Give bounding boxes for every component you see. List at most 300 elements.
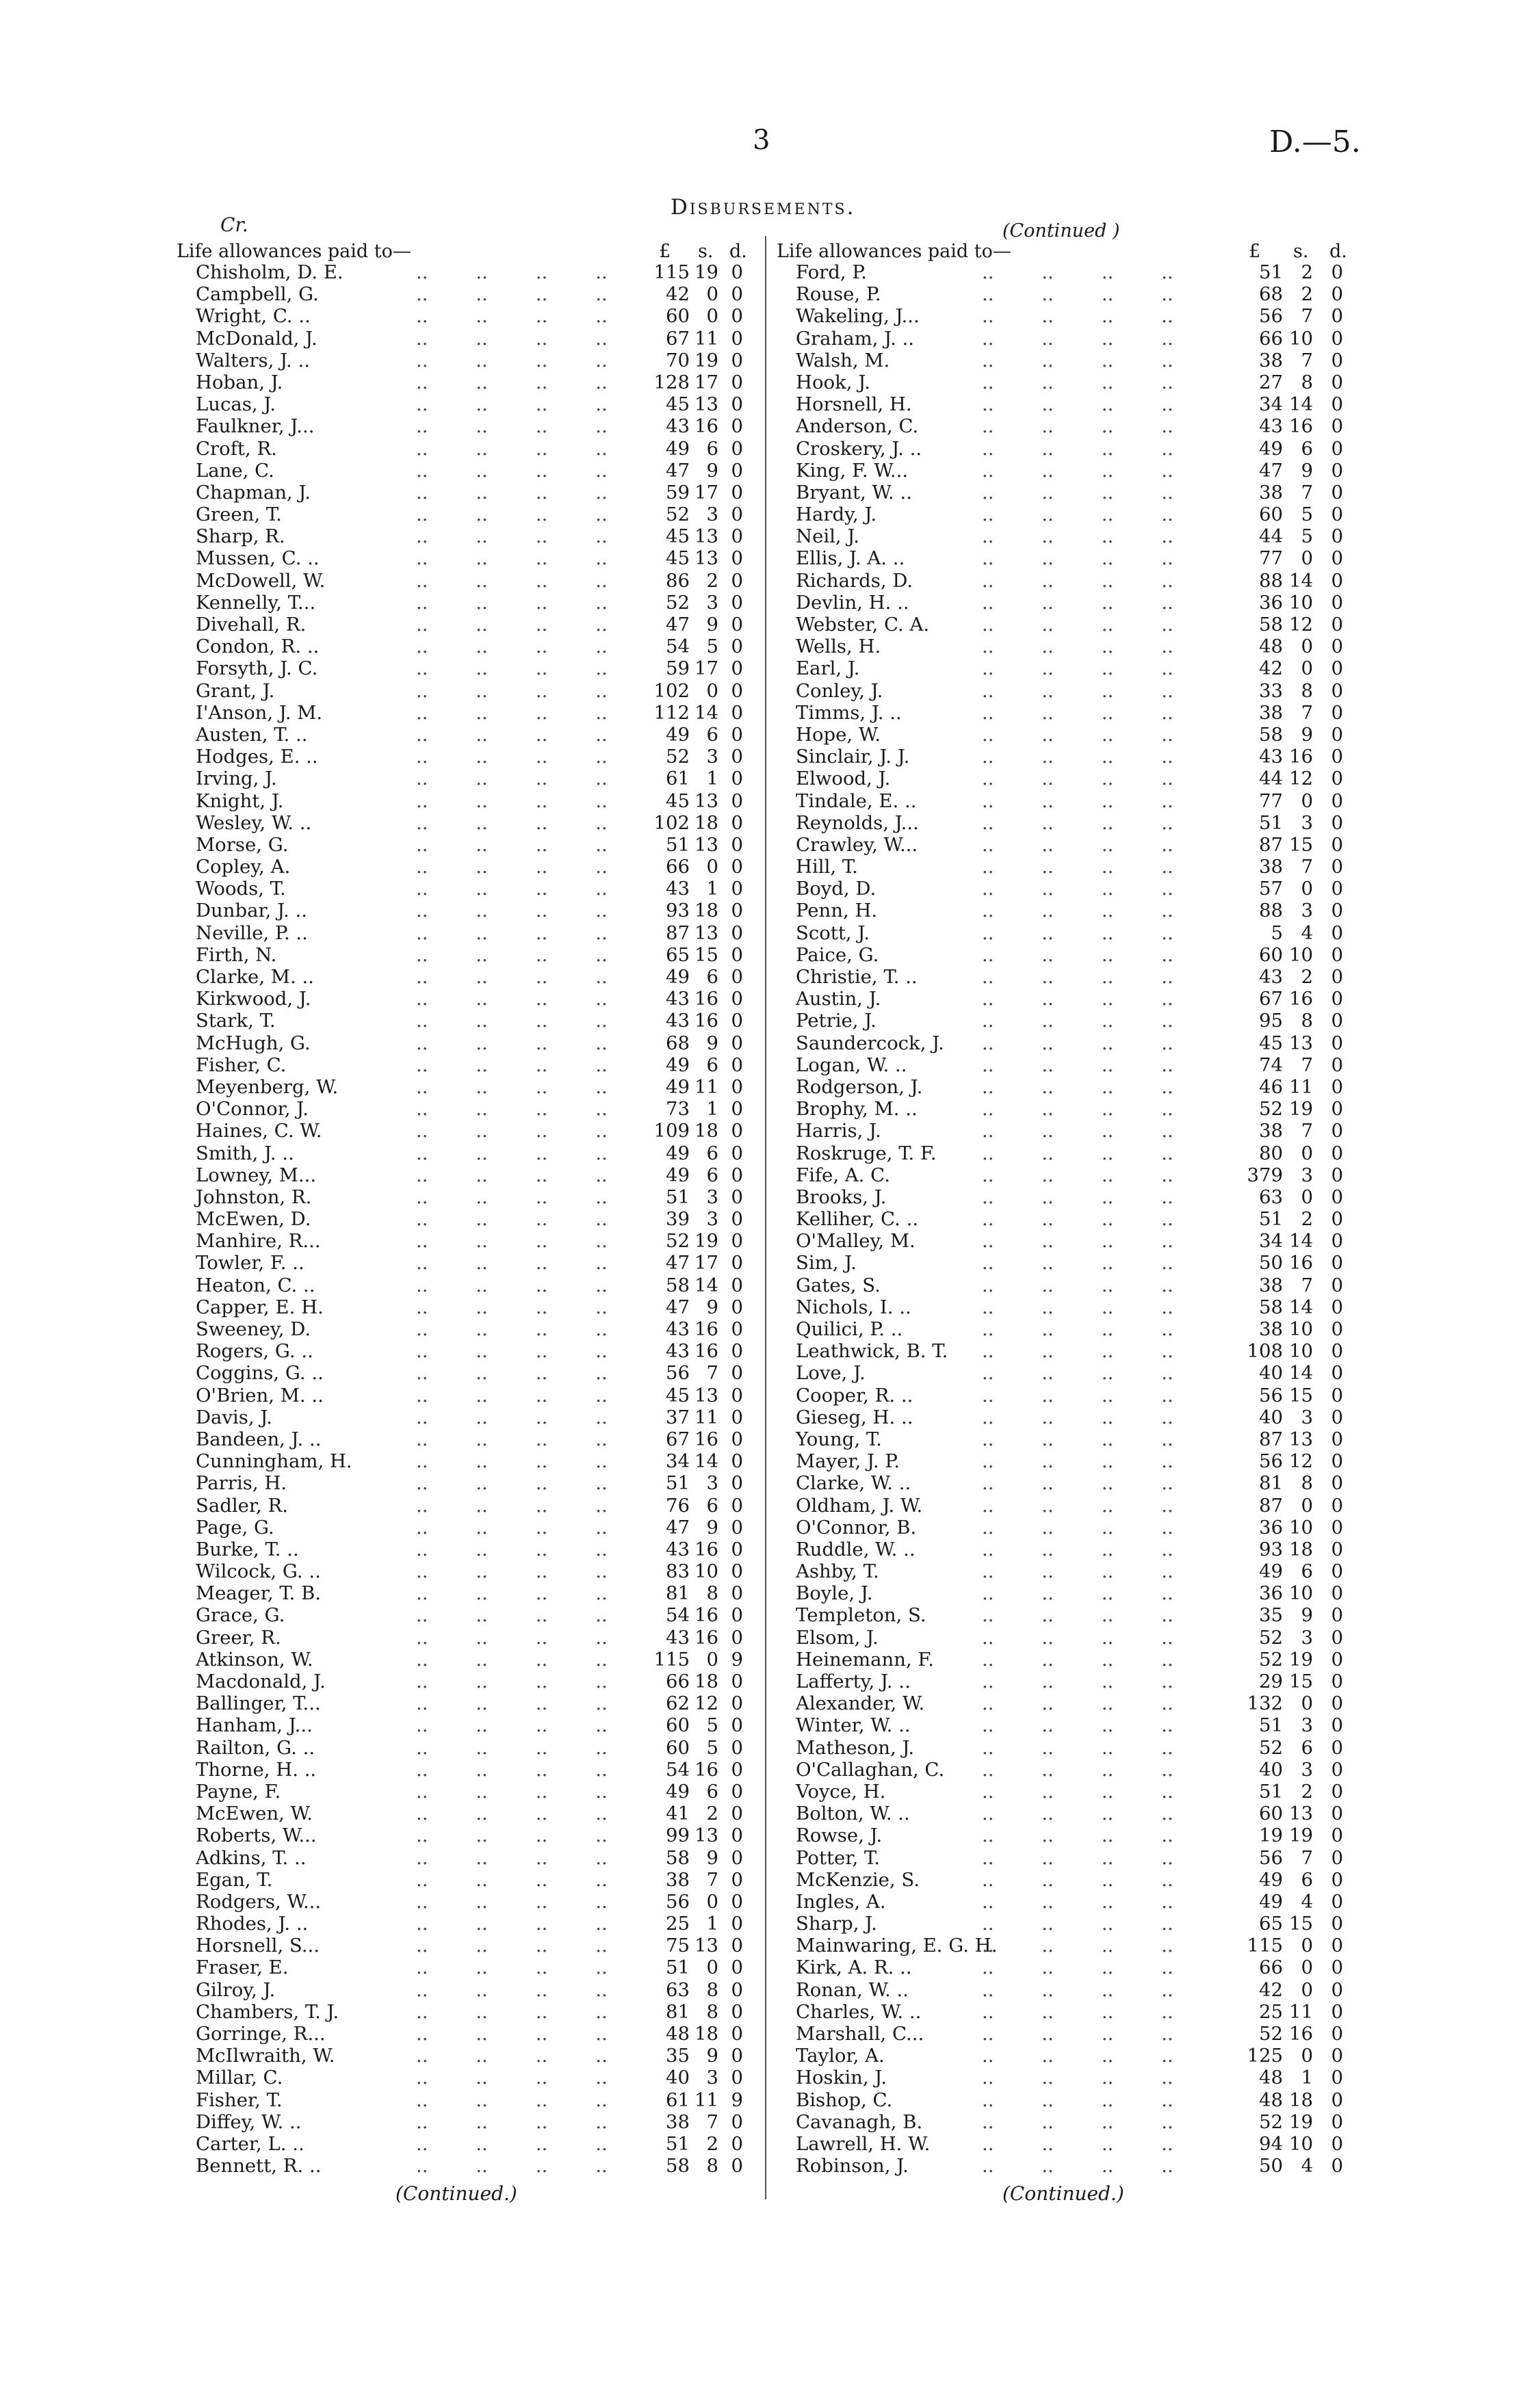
table-row bbox=[777, 2001, 1365, 2023]
amount-pence: 0 bbox=[731, 2000, 743, 2023]
table-row bbox=[777, 768, 1365, 789]
leader-dots: .. .. .. .. bbox=[416, 1538, 608, 1560]
leader-dots: .. .. .. .. bbox=[982, 746, 1173, 768]
payee-name: Campbell, G. bbox=[196, 283, 319, 306]
amount-pence: 0 bbox=[1331, 657, 1343, 680]
leader-dots: .. .. .. .. bbox=[982, 305, 1173, 328]
table-row bbox=[777, 1032, 1365, 1054]
amount-shillings: 0 bbox=[1301, 789, 1313, 812]
leader-dots: .. .. .. .. bbox=[416, 1274, 608, 1296]
payee-name: Fisher, C. bbox=[196, 1054, 287, 1076]
payee-name: Ingles, A. bbox=[796, 1890, 886, 1913]
table-row bbox=[177, 328, 758, 350]
payee-name: Timms, J. .. bbox=[796, 701, 902, 724]
leader-dots: .. .. .. .. bbox=[416, 591, 608, 614]
amount-shillings: 13 bbox=[1289, 1032, 1313, 1054]
amount-pounds: 25 bbox=[1259, 2000, 1283, 2023]
payee-name: Austen, T. .. bbox=[196, 723, 308, 746]
amount-shillings: 0 bbox=[1301, 1186, 1313, 1208]
leader-dots: .. .. .. .. bbox=[982, 1626, 1173, 1649]
amount-pence: 0 bbox=[731, 768, 743, 790]
amount-pounds: 83 bbox=[666, 1560, 690, 1583]
leader-dots: .. .. .. .. bbox=[416, 1582, 608, 1605]
amount-pence: 0 bbox=[1331, 1384, 1343, 1406]
amount-pounds: 66 bbox=[666, 1671, 690, 1692]
payee-name: Horsnell, S... bbox=[196, 1935, 320, 1957]
amount-shillings: 3 bbox=[706, 746, 718, 768]
amount-shillings: 16 bbox=[694, 1604, 718, 1627]
amount-pounds: 40 bbox=[666, 2067, 690, 2089]
amount-pounds: 38 bbox=[666, 2110, 690, 2133]
leader-dots: .. .. .. .. bbox=[982, 1803, 1173, 1825]
leader-dots: .. .. .. .. bbox=[416, 1252, 608, 1274]
table-row bbox=[177, 1186, 758, 1208]
amount-shillings: 10 bbox=[1289, 1516, 1313, 1539]
amount-pounds: 47 bbox=[666, 459, 690, 482]
payee-name: Crawley, W... bbox=[796, 833, 918, 856]
amount-pence: 0 bbox=[731, 1868, 743, 1891]
payee-name: Burke, T. .. bbox=[196, 1538, 299, 1560]
payee-name: Elwood, J. bbox=[796, 768, 891, 790]
amount-pence: 0 bbox=[1331, 2000, 1343, 2023]
left-column bbox=[177, 239, 758, 2177]
payee-name: Grace, G. bbox=[196, 1604, 285, 1627]
amount-pence: 0 bbox=[1331, 459, 1343, 482]
amount-shillings: 17 bbox=[694, 481, 718, 503]
amount-pence: 0 bbox=[1331, 2045, 1343, 2067]
leader-dots: .. .. .. .. bbox=[982, 1671, 1173, 1692]
table-row bbox=[177, 1604, 758, 1626]
amount-pounds: 56 bbox=[666, 1362, 690, 1385]
leader-dots: .. .. .. .. bbox=[416, 1913, 608, 1935]
amount-pounds: 45 bbox=[666, 1384, 690, 1406]
amount-pence: 0 bbox=[731, 966, 743, 988]
table-row bbox=[777, 371, 1365, 393]
amount-pounds: 49 bbox=[666, 1142, 690, 1164]
leader-dots: .. .. .. .. bbox=[416, 1406, 608, 1428]
amount-shillings: 16 bbox=[694, 415, 718, 438]
amount-pence: 0 bbox=[1331, 723, 1343, 746]
amount-pence: 9 bbox=[731, 1648, 743, 1671]
amount-shillings: 13 bbox=[694, 1824, 718, 1847]
amount-pence: 0 bbox=[731, 1274, 743, 1296]
payee-name: Faulkner, J... bbox=[196, 415, 315, 438]
amount-pounds: 40 bbox=[1259, 1758, 1283, 1781]
amount-pounds: 109 bbox=[653, 1120, 690, 1142]
amount-shillings: 3 bbox=[1301, 1714, 1313, 1737]
table-row bbox=[177, 1340, 758, 1362]
amount-shillings: 17 bbox=[694, 371, 718, 393]
amount-pence: 0 bbox=[1331, 261, 1343, 283]
amount-pounds: 42 bbox=[1259, 657, 1283, 680]
leader-dots: .. .. .. .. bbox=[982, 856, 1173, 878]
amount-pence: 0 bbox=[731, 569, 743, 592]
amount-pence: 0 bbox=[1331, 283, 1343, 306]
leader-dots: .. .. .. .. bbox=[982, 1978, 1173, 2001]
table-row bbox=[777, 1582, 1365, 1604]
amount-pounds: 60 bbox=[666, 1736, 690, 1759]
leader-dots: .. .. .. .. bbox=[982, 878, 1173, 900]
left-unit-shillings: s. bbox=[698, 241, 714, 262]
leader-dots: .. .. .. .. bbox=[416, 679, 608, 702]
leader-dots: .. .. .. .. bbox=[416, 459, 608, 482]
leader-dots: .. .. .. .. bbox=[982, 1340, 1173, 1363]
payee-name: Rouse, P. bbox=[796, 283, 881, 306]
amount-pence: 0 bbox=[1331, 614, 1343, 636]
payee-name: Sim, J. bbox=[796, 1252, 857, 1274]
leader-dots: .. .. .. .. bbox=[982, 1582, 1173, 1605]
amount-pounds: 49 bbox=[1259, 437, 1283, 460]
amount-pence: 0 bbox=[1331, 393, 1343, 416]
amount-pounds: 34 bbox=[1259, 1230, 1283, 1253]
table-row bbox=[177, 1274, 758, 1296]
amount-shillings: 3 bbox=[706, 2067, 718, 2089]
amount-shillings: 3 bbox=[1301, 900, 1313, 922]
left-unit-pounds: £ bbox=[659, 241, 671, 262]
leader-dots: .. .. .. .. bbox=[416, 1450, 608, 1473]
amount-pence: 0 bbox=[731, 1538, 743, 1560]
payee-name: Greer, R. bbox=[196, 1626, 281, 1649]
payee-name: Roberts, W... bbox=[196, 1824, 317, 1847]
leader-dots: .. .. .. .. bbox=[416, 437, 608, 460]
leader-dots: .. .. .. .. bbox=[416, 1560, 608, 1583]
table-row bbox=[177, 878, 758, 900]
amount-shillings: 9 bbox=[706, 2045, 718, 2067]
leader-dots: .. .. .. .. bbox=[982, 943, 1173, 966]
table-row bbox=[177, 1803, 758, 1824]
amount-pence: 0 bbox=[731, 503, 743, 526]
amount-shillings: 12 bbox=[1289, 614, 1313, 636]
amount-pounds: 132 bbox=[1247, 1692, 1283, 1715]
amount-pounds: 46 bbox=[1259, 1075, 1283, 1098]
payee-name: Fisher, T. bbox=[196, 2089, 283, 2111]
table-row bbox=[177, 2155, 758, 2177]
amount-pence: 0 bbox=[1331, 349, 1343, 371]
column-divider bbox=[765, 236, 766, 2199]
amount-pence: 0 bbox=[731, 1626, 743, 1649]
payee-name: O'Connor, J. bbox=[196, 1098, 309, 1121]
amount-pounds: 43 bbox=[666, 415, 690, 438]
payee-name: Bandeen, J. .. bbox=[196, 1428, 322, 1450]
amount-shillings: 17 bbox=[694, 1252, 718, 1274]
amount-pounds: 45 bbox=[666, 789, 690, 812]
payee-name: Lucas, J. bbox=[196, 393, 276, 416]
payee-name: Harris, J. bbox=[796, 1120, 881, 1142]
amount-shillings: 11 bbox=[694, 2089, 718, 2111]
amount-shillings: 13 bbox=[694, 833, 718, 856]
amount-pence: 0 bbox=[1331, 503, 1343, 526]
amount-pounds: 87 bbox=[1259, 833, 1283, 856]
amount-pence: 0 bbox=[1331, 1780, 1343, 1803]
amount-shillings: 13 bbox=[694, 789, 718, 812]
amount-pence: 0 bbox=[731, 1340, 743, 1363]
payee-name: Woods, T. bbox=[196, 878, 286, 900]
payee-name: Matheson, J. bbox=[796, 1736, 915, 1759]
amount-pounds: 29 bbox=[1259, 1671, 1283, 1692]
payee-name: Walsh, M. bbox=[796, 349, 890, 371]
amount-pounds: 45 bbox=[666, 547, 690, 570]
amount-pounds: 58 bbox=[1259, 614, 1283, 636]
leader-dots: .. .. .. .. bbox=[982, 701, 1173, 724]
payee-name: Millar, C. bbox=[196, 2067, 283, 2089]
amount-pounds: 66 bbox=[1259, 1956, 1283, 1979]
leader-dots: .. .. .. .. bbox=[416, 900, 608, 922]
amount-pence: 0 bbox=[731, 591, 743, 614]
table-row bbox=[177, 1296, 758, 1318]
payee-name: Saundercock, J. bbox=[796, 1032, 944, 1054]
table-row bbox=[177, 1495, 758, 1517]
amount-pounds: 95 bbox=[1259, 1010, 1283, 1032]
table-row bbox=[777, 1406, 1365, 1428]
leader-dots: .. .. .. .. bbox=[982, 415, 1173, 438]
table-row bbox=[177, 702, 758, 724]
amount-pence: 0 bbox=[731, 481, 743, 503]
amount-pounds: 38 bbox=[1259, 1318, 1283, 1340]
continued-heading: (Continued ) bbox=[1002, 220, 1120, 241]
table-row bbox=[777, 878, 1365, 900]
table-row bbox=[777, 702, 1365, 724]
leader-dots: .. .. .. .. bbox=[982, 1186, 1173, 1208]
right-unit-pence: d. bbox=[1329, 241, 1347, 262]
amount-pence: 0 bbox=[1331, 1340, 1343, 1363]
leader-dots: .. .. .. .. bbox=[982, 679, 1173, 702]
table-row bbox=[777, 680, 1365, 702]
amount-shillings: 5 bbox=[1301, 525, 1313, 548]
amount-pounds: 51 bbox=[666, 833, 690, 856]
table-row bbox=[177, 1164, 758, 1186]
leader-dots: .. .. .. .. bbox=[982, 789, 1173, 812]
amount-pounds: 36 bbox=[1259, 1516, 1283, 1539]
amount-pounds: 61 bbox=[666, 768, 690, 790]
amount-shillings: 3 bbox=[1301, 1626, 1313, 1649]
amount-pounds: 56 bbox=[1259, 1384, 1283, 1406]
amount-shillings: 0 bbox=[1301, 1935, 1313, 1957]
table-row bbox=[777, 966, 1365, 988]
amount-pence: 0 bbox=[731, 657, 743, 680]
table-row bbox=[777, 1318, 1365, 1340]
amount-pence: 0 bbox=[1331, 1935, 1343, 1957]
amount-shillings: 14 bbox=[1289, 393, 1313, 416]
leader-dots: .. .. .. .. bbox=[982, 525, 1173, 548]
amount-pounds: 87 bbox=[1259, 1494, 1283, 1517]
amount-pounds: 52 bbox=[1259, 1626, 1283, 1649]
payee-name: Kennelly, T... bbox=[196, 591, 316, 614]
amount-shillings: 11 bbox=[694, 1075, 718, 1098]
leader-dots: .. .. .. .. bbox=[416, 811, 608, 834]
payee-name: Christie, T. .. bbox=[796, 966, 918, 988]
table-row bbox=[177, 1737, 758, 1759]
amount-shillings: 0 bbox=[1301, 547, 1313, 570]
payee-name: Smith, J. .. bbox=[196, 1142, 294, 1164]
table-row bbox=[177, 1869, 758, 1891]
table-row bbox=[777, 1913, 1365, 1935]
amount-pounds: 49 bbox=[1259, 1560, 1283, 1583]
table-row bbox=[777, 614, 1365, 636]
table-row bbox=[177, 1649, 758, 1671]
amount-pounds: 33 bbox=[1259, 679, 1283, 702]
payee-name: Kirk, A. R. .. bbox=[796, 1956, 912, 1979]
payee-name: Lawrell, H. W. bbox=[796, 2132, 931, 2155]
table-row bbox=[777, 1891, 1365, 1913]
payee-name: Rowse, J. bbox=[796, 1824, 883, 1847]
payee-name: Robinson, J. bbox=[796, 2155, 909, 2177]
table-row bbox=[777, 482, 1365, 503]
amount-shillings: 12 bbox=[1289, 768, 1313, 790]
leader-dots: .. .. .. .. bbox=[982, 371, 1173, 393]
leader-dots: .. .. .. .. bbox=[416, 569, 608, 592]
amount-shillings: 0 bbox=[706, 679, 718, 702]
amount-pence: 0 bbox=[1331, 1164, 1343, 1186]
table-row bbox=[177, 2089, 758, 2111]
amount-shillings: 6 bbox=[706, 966, 718, 988]
amount-pence: 0 bbox=[731, 1671, 743, 1692]
payee-name: Kelliher, C. .. bbox=[796, 1208, 919, 1231]
leader-dots: .. .. .. .. bbox=[416, 2132, 608, 2155]
leader-dots: .. .. .. .. bbox=[982, 1142, 1173, 1164]
amount-pence: 0 bbox=[1331, 878, 1343, 900]
leader-dots: .. .. .. .. bbox=[416, 833, 608, 856]
leader-dots: .. .. .. .. bbox=[982, 966, 1173, 988]
amount-shillings: 0 bbox=[1301, 1494, 1313, 1517]
leader-dots: .. .. .. .. bbox=[982, 547, 1173, 570]
amount-pounds: 44 bbox=[1259, 768, 1283, 790]
payee-name: Irving, J. bbox=[196, 768, 277, 790]
amount-pence: 0 bbox=[1331, 1054, 1343, 1076]
table-row bbox=[177, 614, 758, 636]
amount-pence: 0 bbox=[731, 2155, 743, 2177]
amount-shillings: 17 bbox=[694, 657, 718, 680]
amount-shillings: 2 bbox=[1301, 261, 1313, 283]
amount-pence: 0 bbox=[731, 1318, 743, 1340]
payee-name: Graham, J. .. bbox=[796, 327, 915, 350]
table-row bbox=[777, 2133, 1365, 2155]
payee-name: Wright, C. .. bbox=[196, 305, 311, 328]
leader-dots: .. .. .. .. bbox=[416, 2023, 608, 2045]
amount-shillings: 12 bbox=[1289, 1450, 1313, 1473]
amount-pounds: 87 bbox=[1259, 1428, 1283, 1450]
payee-name: Condon, R. .. bbox=[196, 636, 320, 658]
payee-name: Cavanagh, B. bbox=[796, 2110, 923, 2133]
amount-pence: 0 bbox=[1331, 591, 1343, 614]
table-row bbox=[777, 1560, 1365, 1582]
payee-name: Rhodes, J. .. bbox=[196, 1913, 309, 1935]
amount-pence: 0 bbox=[731, 789, 743, 812]
page-reference: D.—5. bbox=[1269, 125, 1361, 159]
amount-pence: 0 bbox=[1331, 811, 1343, 834]
amount-pounds: 56 bbox=[1259, 305, 1283, 328]
table-row bbox=[177, 988, 758, 1010]
amount-pounds: 51 bbox=[1259, 1208, 1283, 1231]
table-row bbox=[177, 922, 758, 944]
amount-pence: 0 bbox=[1331, 1736, 1343, 1759]
amount-pounds: 52 bbox=[666, 591, 690, 614]
payee-name: Green, T. bbox=[196, 503, 282, 526]
leader-dots: .. .. .. .. bbox=[982, 1252, 1173, 1274]
table-row bbox=[777, 2067, 1365, 2089]
amount-pence: 0 bbox=[1331, 701, 1343, 724]
amount-pence: 0 bbox=[731, 1142, 743, 1164]
amount-shillings: 6 bbox=[706, 1164, 718, 1186]
amount-pence: 0 bbox=[1331, 988, 1343, 1010]
table-row bbox=[777, 1671, 1365, 1692]
amount-pounds: 47 bbox=[666, 614, 690, 636]
amount-pounds: 42 bbox=[666, 283, 690, 306]
amount-shillings: 0 bbox=[706, 1890, 718, 1913]
payee-name: Boyle, J. bbox=[796, 1582, 873, 1605]
amount-shillings: 6 bbox=[706, 437, 718, 460]
table-row bbox=[177, 856, 758, 878]
leader-dots: .. .. .. .. bbox=[982, 283, 1173, 306]
leader-dots: .. .. .. .. bbox=[416, 614, 608, 636]
amount-pounds: 88 bbox=[1259, 900, 1283, 922]
leader-dots: .. .. .. .. bbox=[416, 1362, 608, 1385]
leader-dots: .. .. .. .. bbox=[416, 1472, 608, 1495]
amount-pence: 0 bbox=[731, 746, 743, 768]
amount-pence: 0 bbox=[731, 1935, 743, 1957]
table-row bbox=[777, 1604, 1365, 1626]
amount-shillings: 9 bbox=[706, 1296, 718, 1318]
amount-shillings: 10 bbox=[1289, 591, 1313, 614]
table-row bbox=[777, 1824, 1365, 1846]
amount-pence: 0 bbox=[1331, 943, 1343, 966]
amount-pence: 0 bbox=[1331, 1803, 1343, 1825]
leader-dots: .. .. .. .. bbox=[416, 921, 608, 944]
amount-shillings: 19 bbox=[1289, 1824, 1313, 1847]
payee-name: Clarke, W. .. bbox=[796, 1472, 911, 1495]
table-row bbox=[177, 1781, 758, 1803]
amount-pence: 0 bbox=[1331, 1956, 1343, 1979]
amount-shillings: 18 bbox=[1289, 2089, 1313, 2111]
leader-dots: .. .. .. .. bbox=[982, 1362, 1173, 1385]
amount-shillings: 10 bbox=[1289, 1340, 1313, 1363]
payee-name: O'Malley, M. bbox=[796, 1230, 916, 1253]
leader-dots: .. .. .. .. bbox=[982, 1714, 1173, 1737]
payee-name: Gilroy, J. bbox=[196, 1978, 276, 2001]
leader-dots: .. .. .. .. bbox=[416, 1803, 608, 1825]
leader-dots: .. .. .. .. bbox=[982, 723, 1173, 746]
amount-pounds: 43 bbox=[666, 1318, 690, 1340]
leader-dots: .. .. .. .. bbox=[982, 1296, 1173, 1318]
payee-name: Chisholm, D. E. bbox=[196, 261, 343, 283]
payee-name: Cunningham, H. bbox=[196, 1450, 352, 1473]
amount-pounds: 115 bbox=[653, 1648, 690, 1671]
amount-pounds: 52 bbox=[666, 1230, 690, 1253]
payee-name: Diffey, W. .. bbox=[196, 2110, 302, 2133]
amount-pence: 0 bbox=[1331, 1274, 1343, 1296]
table-row bbox=[777, 1869, 1365, 1891]
amount-pounds: 51 bbox=[1259, 1714, 1283, 1737]
amount-pence: 0 bbox=[731, 1098, 743, 1121]
leader-dots: .. .. .. .. bbox=[416, 261, 608, 283]
table-row bbox=[177, 1824, 758, 1846]
amount-pence: 0 bbox=[731, 1582, 743, 1605]
leader-dots: .. .. .. .. bbox=[416, 856, 608, 878]
amount-shillings: 18 bbox=[694, 900, 718, 922]
leader-dots: .. .. .. .. bbox=[416, 1164, 608, 1186]
amount-pounds: 51 bbox=[666, 1186, 690, 1208]
amount-pounds: 37 bbox=[666, 1406, 690, 1428]
amount-pence: 0 bbox=[1331, 1075, 1343, 1098]
payee-name: Marshall, C... bbox=[796, 2023, 924, 2045]
amount-pounds: 56 bbox=[1259, 1450, 1283, 1473]
table-row bbox=[177, 1208, 758, 1230]
payee-name: Ruddle, W. .. bbox=[796, 1538, 916, 1560]
amount-pence: 0 bbox=[1331, 1208, 1343, 1231]
amount-pence: 0 bbox=[731, 701, 743, 724]
leader-dots: .. .. .. .. bbox=[982, 2067, 1173, 2089]
table-row bbox=[777, 1340, 1365, 1362]
amount-pence: 0 bbox=[731, 2110, 743, 2133]
